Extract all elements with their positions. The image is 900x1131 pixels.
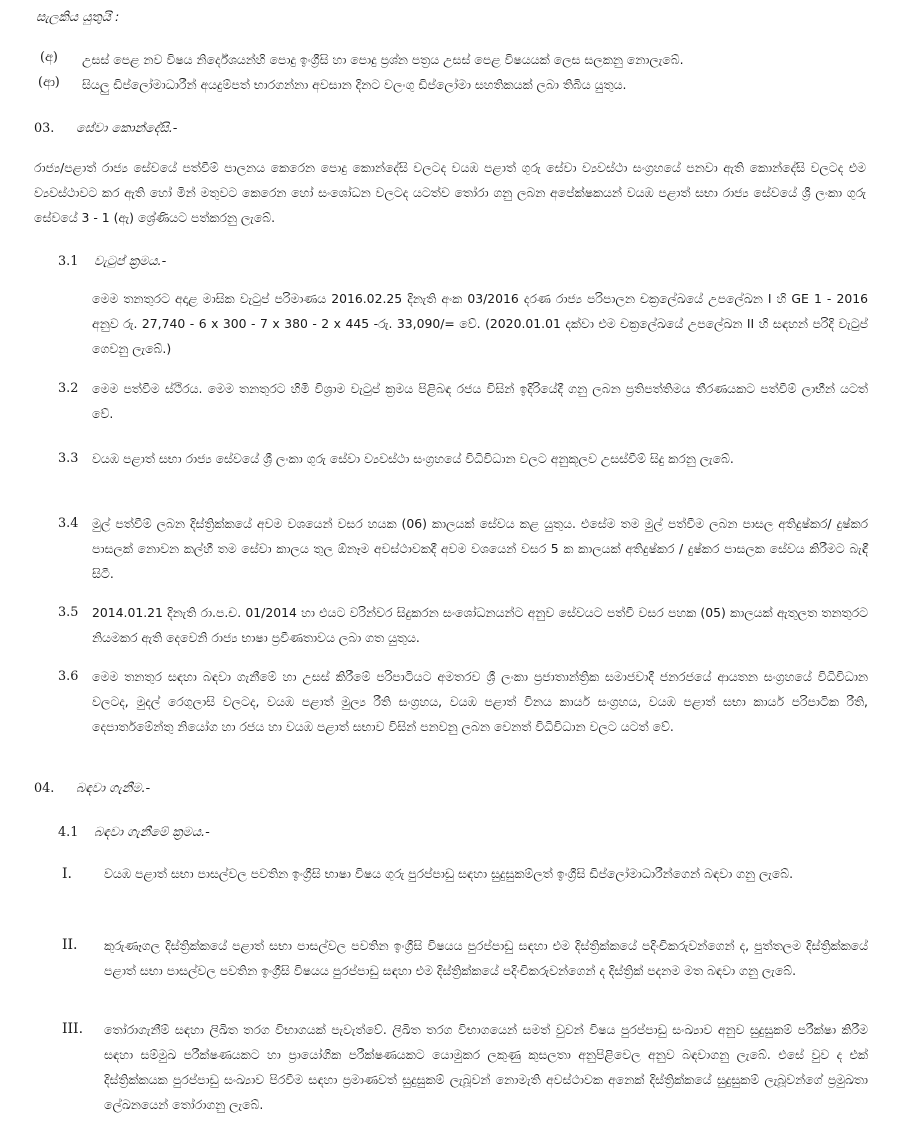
note-marker-b: (ආ) — [38, 75, 60, 90]
recruitment-item-ii-text: කුරුණෑගල දිස්ත්‍රික්කයේ පළාත් සභා පාසල්වල පවතින ඉංග්‍රීසි විෂයය පුරප්පාඩු සඳහා එම දිස්ත්‍රික්කයේ පදිංචිකරුවන්ගෙන් ද, පුත්තලම දිස්ත්‍රික්කයේ පළාත් සභා පාසල්වල පවතින ඉංග්‍රීසි විෂයය පුරප්පාඩු සඳහා එම දිස්ත්‍රික්කයේ පදිංචිකරුවන්ගෙන් ද දිස්ත්‍රික් පදනම මත බඳවා ගනු ලැබේ. — [104, 938, 868, 978]
clause-3-1-text: මෙම තනතුරට අදාළ මාසික වැටුප් පරිමාණය 2016.02.25 දිනැති අංක 03/2016 දරණ රාජ්‍ය පරිපාලන චක්‍රලේඛයේ උපලේඛන I හි GE 1 - 2016 අනුව රු. 27,740 - 6 x 300 - 7 x 380 - 2 x 445 -රු. 33,090/= වේ. (2020.01.01 දක්වා එම චක්‍රලේඛයේ උපලේඛන II හි සඳහන් පරිදි වැටුප් ගෙවනු ලැබේ.) — [92, 291, 868, 356]
recruitment-item-iii-text: තෝරාගැනීම් සඳහා ලිඛිත තරග විභාගයක් පැවැත්වේ. ලිඛිත තරග විභාගයෙන් සමත් වුවන් විෂය පුරප්පාඩු සංඛ්‍යාව අනුව සුදුසුකම් පරීක්ෂා කිරීම සඳහා සම්මුඛ පරීක්ෂණයකට හා ප්‍රායෝගික පරීක්ෂණයකට යොමුකර ලකුණු කුසලතා අනුපිළිවෙල අනුව බඳවාගනු ලැබේ. එසේ වුව ද එක් දිස්ත්‍රික්කයක පුරප්පාඩු සංඛ්‍යාව පිරවීම සඳහා ප්‍රමාණවත් සුදුසුකම් ලැබූවන් නොමැති අවස්ථාවක අනෙක් දිස්ත්‍රික්කයේ සුදුසුකම් ලැබූවන්ගේ ප්‍රමුඛතා ලේඛනයෙන් තෝරාගනු ලැබේ. — [104, 1022, 868, 1112]
clause-3-4-number: 3.4 — [58, 516, 79, 531]
section-3-heading: සේවා කොන්දේසි.- — [76, 121, 178, 136]
clause-3-1-heading: වැටුප් ක්‍රමය.- — [94, 254, 167, 269]
recruitment-item-iii-marker: III. — [62, 1021, 84, 1037]
clause-3-1-number: 3.1 — [58, 254, 79, 269]
note-marker-a: (අ) — [40, 50, 58, 65]
clause-4-1-number: 4.1 — [58, 825, 79, 840]
recruitment-item-i-text: වයඹ පළාත් සභා පාසල්වල පවතින ඉංග්‍රීසි භාෂා විෂය ගුරු පුරප්පාඩු සඳහා සුදුසුකම්ලත් ඉංග්‍රීසි ඩිප්ලෝමාධාරීන්ගෙන් බඳවා ගනු ලැබේ. — [104, 866, 794, 881]
clause-3-5-number: 3.5 — [58, 605, 79, 620]
section-4-number: 04. — [34, 781, 55, 796]
section-4-heading: බඳවා ගැනීම.- — [76, 781, 151, 796]
recruitment-item-i-marker: I. — [62, 866, 72, 882]
clause-3-6-text: මෙම තනතුර සඳහා බඳවා ගැනීමේ හා උසස් කිරීමේ පරිපාටියට අමතරව ශ්‍රී ලංකා ප්‍රජාතාන්ත්‍රික සමාජවාදී ජනරජයේ ආයතන සංග්‍රහයේ විධිවිධාන වලටද, මුදල් රෙගුලාසි වලටද, වයඹ පළාත් මුල්‍ය රීති සංග්‍රහය, වයඹ පළාත් විනය කාර්ය සංග්‍රහය, වයඹ පළාත් සභා කාර්ය පරිපාටික රීති, දෙපාර්තමේන්තු නියෝග හා රජය හා වයඹ පළාත් සභාව විසින් පනවනු ලබන වෙනත් විධිවිධාන වලට යටත් වේ. — [92, 669, 868, 734]
clause-4-1-heading: බඳවා ගැනීමේ ක්‍රමය.- — [94, 825, 210, 840]
note-text-a: උසස් පෙළ නව විෂය නිර්දේශයන්හි පොදු ඉංග්‍රීසි හා පොදු ප්‍රශ්න පත්‍රය උසස් පෙළ විෂයයක් ලෙස සලකනු නොලැබේ. — [82, 52, 684, 67]
recruitment-item-ii-marker: II. — [62, 937, 78, 953]
clause-3-2-text: මෙම පත්වීම ස්ථිරය. මෙම තනතුරට හිමි විශ්‍රාම වැටුප් ක්‍රමය පිළිබඳ රජය විසින් ඉදිරියේදී ගනු ලබන ප්‍රතිපත්තිමය තීරණයකට පත්වීම් ලාභීන් යටත් වේ. — [92, 381, 868, 421]
note-text-b: සියලු ඩිප්ලෝමාධාරීන් අයදුම්පත් භාරගන්නා අවසාන දිනට වලංගු ඩිප්ලෝමා සහතිකයක් ලබා තිබිය යුතුය. — [82, 77, 627, 92]
clause-3-3-number: 3.3 — [58, 451, 79, 466]
clause-3-6-number: 3.6 — [58, 669, 79, 684]
clause-3-2-number: 3.2 — [58, 381, 79, 396]
section-3-number: 03. — [34, 121, 55, 136]
clause-3-3-text: වයඹ පළාත් සභා රාජ්‍ය සේවයේ ශ්‍රී ලංකා ගුරු සේවා ව්‍යවස්ථා සංග්‍රහයේ විධිවිධාන වලට අනුකූලව උසස්වීම් සිදු කරනු ලැබේ. — [92, 451, 734, 466]
clause-3-4-text: මුල් පත්වීම් ලබන දිස්ත්‍රික්කයේ අවම වශයෙන් වසර හයක (06) කාලයක් සේවය කළ යුතුය. එසේම තම මුල් පත්වීම ලබන පාසල අතිදුෂ්කර/ දුෂ්කර පාසලක් නොවන කල්හී තම සේවා කාලය තුල ඕනෑම අවස්ථාවකදී අවම වශයෙන් වසර 5 ක කාලයක් අතිදුෂ්කර / දුෂ්කර පාසලක සේවය කිරීමට බැඳී සිටී. — [92, 516, 868, 581]
clause-3-5-text: 2014.01.21 දිනැති රා.ප.ච. 01/2014 හා එයට වරින්වර සිදුකරන සංශෝධනයන්ට අනුව සේවයට පත්වී වසර පහක (05) කාලයක් ඇතුලත තනතුරට නියමකර ඇති දෙවෙනි රාජ්‍ය භාෂා ප්‍රවීණතාවය ලබා ගත යුතුය. — [92, 605, 868, 645]
section-3-intro: රාජ්‍ය/පළාත් රාජ්‍ය සේවයේ පත්වීම් පාලනය කෙරෙන පොදු කොන්දේසි වලටද වයඹ පළාත් ගුරු සේවා ව්‍යවස්ථා සංග්‍රහයේ පනවා ඇති කොන්දේසි වලටද එම ව්‍යවස්ථාවට කර ඇති හෝ මින් මතුවට කෙරෙන හෝ සංශෝධන වලටද යටත්ව තෝරා ගනු ලබන අපේක්ෂකයන් වයඹ පළාත් සභා රාජ්‍ය සේවයේ ශ්‍රී ලංකා ගුරු සේවයේ 3 - 1 (ඇ) ශ්‍රේණියට පත්කරනු ලැබේ. — [34, 160, 866, 225]
qualifications-note-heading: සැලකිය යුතුයි : — [36, 10, 120, 25]
